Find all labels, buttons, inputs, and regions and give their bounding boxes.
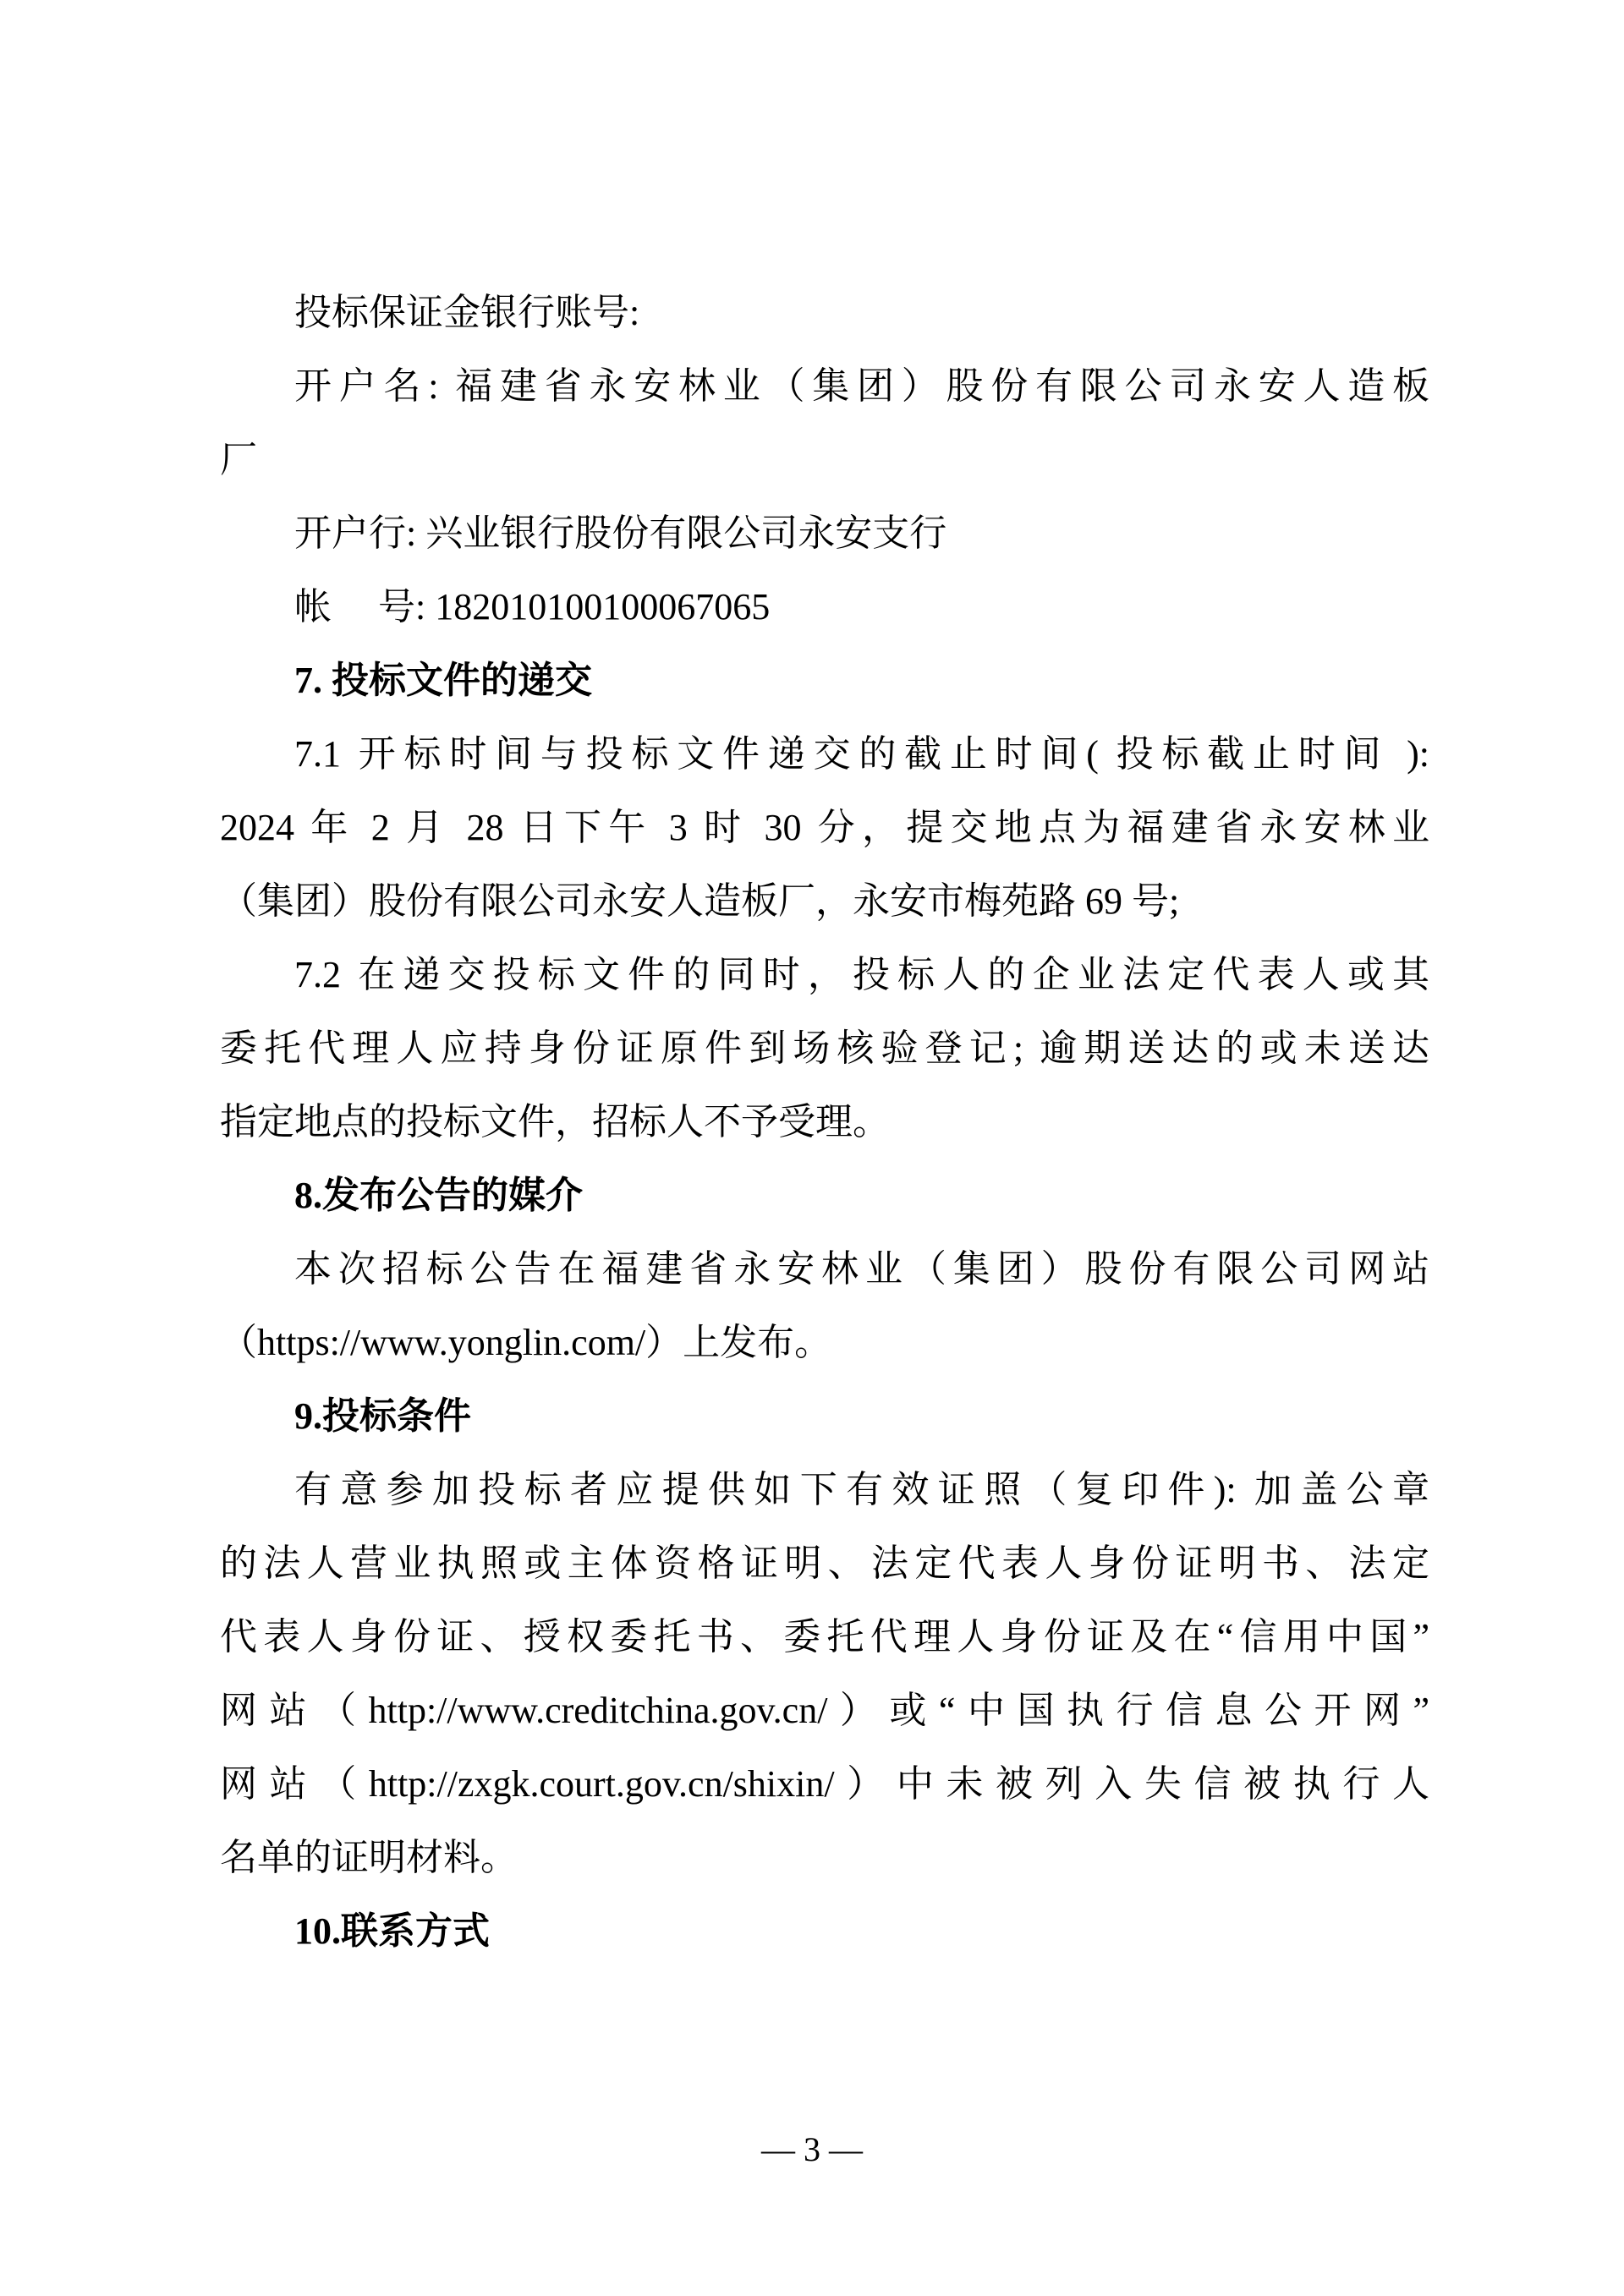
section-8-body-line-2: （https://www.yonglin.com/）上发布。 (220, 1322, 832, 1363)
section-9-body-line-2: 的法人营业执照或主体资格证明、法定代表人身份证明书、法定 (220, 1543, 1429, 1584)
clause-7-2-line-2: 委托代理人应持身份证原件到场核验登记; 逾期送达的或未送达 (220, 1027, 1429, 1069)
bank-branch-line: 开户行: 兴业银行股份有限公司永安支行 (294, 512, 947, 554)
clause-7-1-line-2: 2024 年 2 月 28 日下午 3 时 30 分，提交地点为福建省永安林业 (220, 807, 1429, 848)
section-10-heading: 10.联系方式 (294, 1910, 490, 1952)
account-name-line-2: 厂 (220, 439, 257, 480)
page-footer (0, 2129, 1624, 2170)
section-9-body-line-6: 名单的证明材料。 (220, 1837, 518, 1878)
clause-7-1-line-3: （集团）股份有限公司永安人造板厂，永安市梅苑路 69 号; (220, 880, 1180, 922)
section-8-heading: 8.发布公告的媒介 (294, 1175, 583, 1216)
clause-7-1-line-1: 7.1 开标时间与投标文件递交的截止时间( 投标截止时间 ): (294, 733, 1429, 775)
section-9-body-line-5: 网站（http://zxgk.court.gov.cn/shixin/）中未被列入失信被执行人 (220, 1763, 1429, 1805)
section-9-body-line-3: 代表人身份证、授权委托书、委托代理人身份证及在“信用中国” (220, 1616, 1429, 1658)
document-body (220, 276, 1429, 1968)
section-7-heading: 7. 投标文件的递交 (294, 660, 592, 701)
bid-deposit-account-label: 投标保证金银行账号: (294, 292, 640, 333)
section-9-body-line-1: 有意参加投标者应提供如下有效证照（复印件): 加盖公章 (294, 1469, 1429, 1510)
clause-7-2-line-3: 指定地点的投标文件，招标人不予受理。 (220, 1101, 890, 1143)
page-number: — 3 — (761, 2130, 863, 2168)
account-name-line-1: 开户名: 福建省永安林业（集团）股份有限公司永安人造板 (294, 365, 1429, 407)
section-9-body-line-4: 网站（http://www.creditchina.gov.cn/）或“中国执行信息公开网” (220, 1690, 1429, 1731)
clause-7-2-line-1: 7.2 在递交投标文件的同时，投标人的企业法定代表人或其 (294, 954, 1429, 995)
section-9-heading: 9.投标条件 (294, 1395, 471, 1437)
account-number-line: 帐 号: 182010100100067065 (294, 586, 771, 627)
section-8-body-line-1: 本次招标公告在福建省永安林业（集团）股份有限公司网站 (294, 1248, 1429, 1290)
